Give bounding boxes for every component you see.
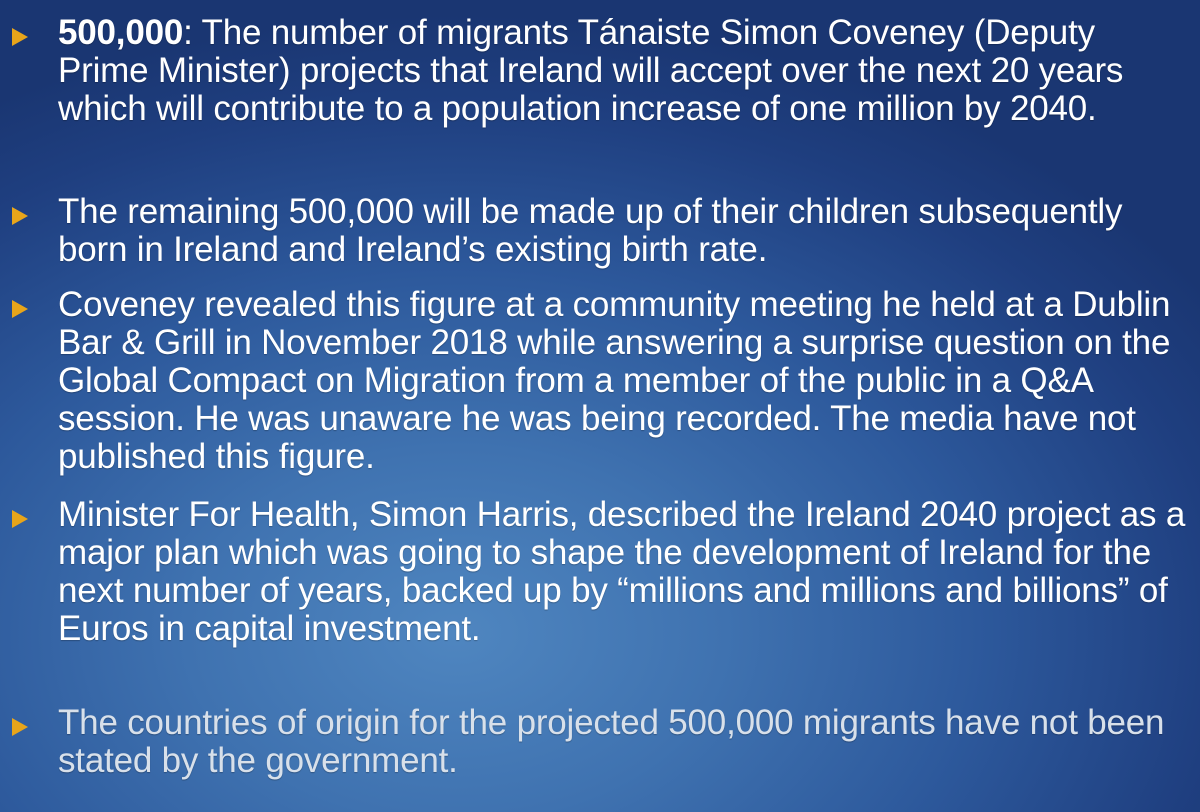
bullet-text: The remaining 500,000 will be made up of their children subsequently born in Ireland and Ireland’s existing birth rate. (58, 192, 1123, 269)
bullet-body: : The number of migrants Tánaiste Simon Coveney (Deputy Prime Minister) projects that Ireland will accept over the next 20 years which will contribute to a population increase of one million by 2040. (58, 13, 1124, 128)
bullet-text: Coveney revealed this figure at a community meeting he held at a Dublin Bar & Grill in November 2018 while answering a surprise question on the Global Compact on Migration from a member of the public in a Q&A session. He was unaware he was being recorded. The media have not published this figure. (58, 285, 1171, 476)
triangle-bullet-icon (12, 300, 28, 318)
triangle-bullet-icon (12, 510, 28, 528)
bullet-text: The countries of origin for the projected 500,000 migrants have not been stated by the government. (58, 703, 1165, 780)
bullet-text: Minister For Health, Simon Harris, described the Ireland 2040 project as a major plan which was going to shape the development of Ireland for the next number of years, backed up by “millions and millions and billions” of Euros in capital investment. (58, 495, 1186, 648)
bullet-text (58, 14, 1190, 128)
bullet-lead: 500,000 (58, 13, 184, 52)
triangle-bullet-icon (12, 207, 28, 225)
triangle-bullet-icon (12, 28, 28, 46)
triangle-bullet-icon (12, 718, 28, 736)
